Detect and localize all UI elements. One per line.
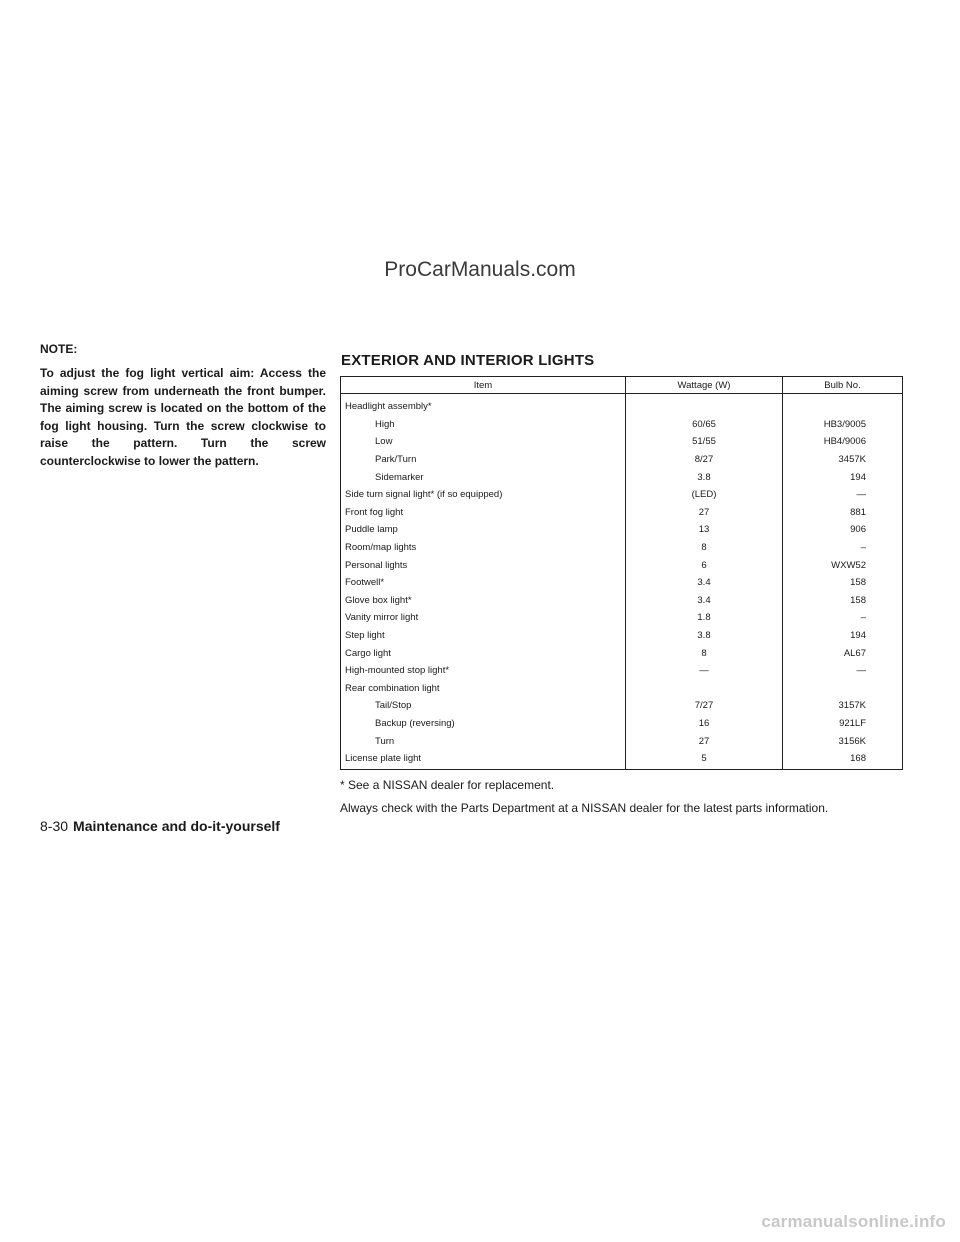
cell-bulb: 3156K [783,732,903,750]
table-row [341,521,903,539]
cell-item: Backup (reversing) [341,715,626,733]
watermark-top: ProCarManuals.com [384,258,576,281]
cell-bulb: AL67 [783,644,903,662]
cell-bulb: 906 [783,521,903,539]
header-bulb: Bulb No. [783,377,903,394]
page-footer [40,818,280,834]
cell-item: Low [341,433,626,451]
section-title: EXTERIOR AND INTERIOR LIGHTS [341,352,595,369]
lights-table-body [341,394,903,770]
cell-wattage: 3.8 [626,627,783,645]
header-wattage: Wattage (W) [626,377,783,394]
lights-table [340,376,903,770]
watermark-bottom: carmanualsonline.info [761,1212,946,1231]
table-row [341,715,903,733]
cell-bulb: 3157K [783,697,903,715]
table-row [341,451,903,469]
cell-item: Cargo light [341,644,626,662]
cell-bulb: 194 [783,468,903,486]
cell-item: High-mounted stop light* [341,662,626,680]
cell-bulb [783,680,903,698]
cell-wattage: (LED) [626,486,783,504]
table-row [341,592,903,610]
cell-item: License plate light [341,750,626,770]
table-row [341,394,903,416]
table-row [341,609,903,627]
cell-wattage: 1.8 [626,609,783,627]
table-row [341,750,903,770]
cell-bulb: HB4/9006 [783,433,903,451]
table-row [341,574,903,592]
cell-bulb: 158 [783,592,903,610]
cell-item: Rear combination light [341,680,626,698]
cell-wattage: 27 [626,504,783,522]
cell-wattage: 8 [626,539,783,557]
cell-bulb: — [783,486,903,504]
cell-wattage: 27 [626,732,783,750]
cell-bulb: – [783,609,903,627]
table-row [341,486,903,504]
table-row [341,556,903,574]
header-item: Item [341,377,626,394]
cell-wattage: 8/27 [626,451,783,469]
cell-item: Headlight assembly* [341,394,626,416]
lights-section [340,352,904,815]
cell-wattage: 51/55 [626,433,783,451]
cell-bulb: — [783,662,903,680]
cell-item: Turn [341,732,626,750]
cell-item: Park/Turn [341,451,626,469]
cell-item: Room/map lights [341,539,626,557]
table-row [341,732,903,750]
cell-wattage: 60/65 [626,416,783,434]
cell-bulb: WXW52 [783,556,903,574]
table-header-row [341,377,903,394]
cell-item: Puddle lamp [341,521,626,539]
cell-item: Footwell* [341,574,626,592]
cell-bulb: 158 [783,574,903,592]
cell-wattage: 3.4 [626,592,783,610]
footnote: * See a NISSAN dealer for replacement. [340,778,555,793]
table-row [341,433,903,451]
cell-item: Personal lights [341,556,626,574]
cell-bulb [783,394,903,416]
cell-item: Vanity mirror light [341,609,626,627]
cell-wattage: — [626,662,783,680]
note-body: To adjust the fog light vertical aim: Access the aiming screw from underneath the front bumper. The aiming screw is located on the bottom of the fog light housing. Turn the screw clockwise to raise the pattern. Turn the screw counterclockwise to lower the pattern. [40,366,326,468]
table-row [341,662,903,680]
table-row [341,644,903,662]
table-row [341,416,903,434]
table-row [341,539,903,557]
footer-section-name: Maintenance and do-it-yourself [73,818,280,834]
cell-item: Step light [341,627,626,645]
table-row [341,627,903,645]
parts-info: Always check with the Parts Department at a NISSAN dealer for the latest parts information. [340,801,829,816]
table-row [341,697,903,715]
note-column [40,342,326,471]
cell-item: Side turn signal light* (if so equipped) [341,486,626,504]
cell-bulb: 168 [783,750,903,770]
cell-bulb: HB3/9005 [783,416,903,434]
cell-wattage: 8 [626,644,783,662]
cell-wattage: 6 [626,556,783,574]
cell-wattage: 13 [626,521,783,539]
cell-wattage: 3.8 [626,468,783,486]
cell-bulb: 881 [783,504,903,522]
cell-bulb: 194 [783,627,903,645]
cell-wattage [626,394,783,416]
cell-wattage: 5 [626,750,783,770]
cell-wattage: 3.4 [626,574,783,592]
table-row [341,504,903,522]
cell-wattage [626,680,783,698]
page-number: 8-30 [40,818,69,834]
cell-bulb: 921LF [783,715,903,733]
cell-item: Glove box light* [341,592,626,610]
cell-item: High [341,416,626,434]
cell-bulb: – [783,539,903,557]
table-row [341,680,903,698]
cell-item: Front fog light [341,504,626,522]
cell-wattage: 16 [626,715,783,733]
table-row [341,468,903,486]
note-heading: NOTE: [40,342,78,356]
cell-bulb: 3457K [783,451,903,469]
cell-item: Tail/Stop [341,697,626,715]
cell-item: Sidemarker [341,468,626,486]
cell-wattage: 7/27 [626,697,783,715]
